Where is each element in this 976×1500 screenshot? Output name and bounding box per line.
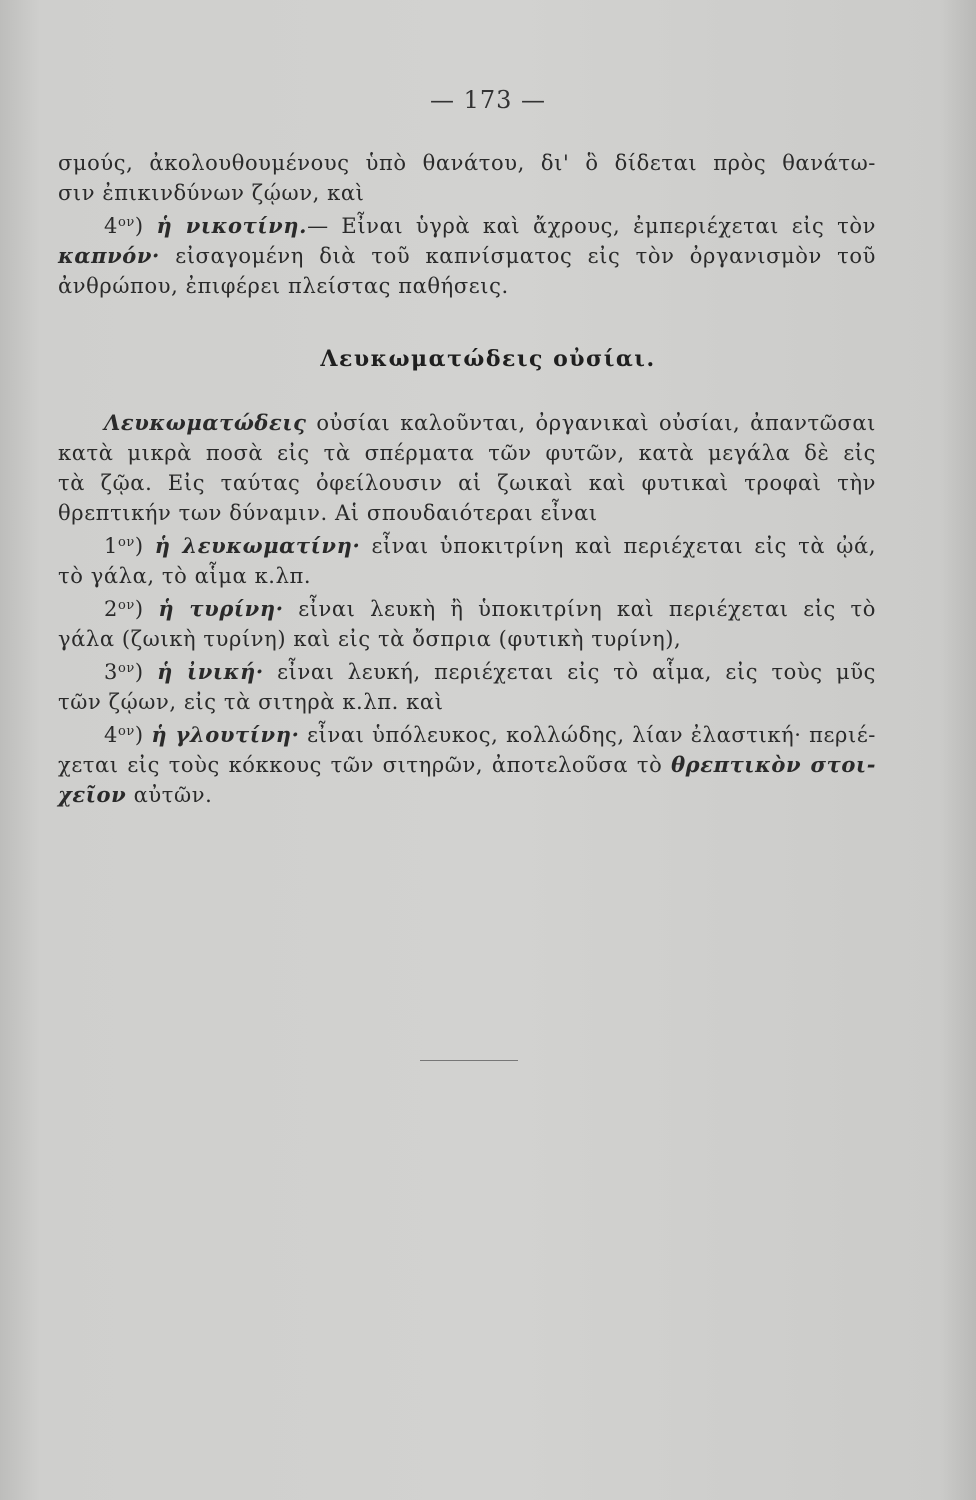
- text-line: χεται εἰς τοὺς κόκκους τῶν σιτηρῶν, ἀποτελοῦσα τὸ: [58, 753, 663, 777]
- item-ordinal: ον: [117, 661, 135, 676]
- text-line: τῶν ζῴων, εἰς τὰ σιτηρὰ κ.λπ. καὶ: [58, 690, 444, 714]
- text-line: εἶναι ὑπόλευκος, κολλώδης, λίαν ἐλαστική· περιέ-: [307, 723, 876, 747]
- item-casein: $2^{o\nu}$) ἡ τυρίνη· εἶναι λευκὴ ἢ ὑποκιτρίνη καὶ περιέχεται εἰς τὸ: [104, 596, 876, 621]
- item-number: 4: [104, 214, 118, 238]
- text-line: θρεπτικήν των δύναμιν. Αἱ σπουδαιότεραι εἶναι: [58, 501, 598, 525]
- text-line: — Εἶναι ὑγρὰ καὶ ἄχρους, ἐμπεριέχεται εἰς τὸν: [307, 214, 876, 238]
- term-tobacco: καπνόν·: [58, 243, 160, 268]
- term-element: χεῖον: [58, 782, 127, 807]
- text-line-gluten-end: [58, 780, 876, 810]
- item-number: 1: [104, 534, 118, 558]
- item-ordinal: ον: [117, 598, 135, 613]
- text-line: σιν ἐπικινδύνων ζῴων, καὶ: [58, 181, 365, 205]
- item-albumin: $1^{o\nu}$) ἡ λευκωματίνη· εἶναι ὑποκιτρίνη καὶ περιέχεται εἰς τὰ ᾠά,: [104, 533, 876, 558]
- term-albumin: ἡ λευκωματίνη·: [154, 533, 361, 558]
- item-number: 3: [104, 660, 118, 684]
- text-line: τὰ ζῷα. Εἰς ταύτας ὀφείλουσιν αἱ ζωικαὶ καὶ φυτικαὶ τροφαὶ τὴν: [58, 471, 876, 495]
- item-number: 2: [104, 597, 118, 621]
- item-ordinal: ον: [117, 535, 135, 550]
- item-fibrin: $3^{o\nu}$) ἡ ἰνική· εἶναι λευκή, περιέχεται εἰς τὸ αἷμα, εἰς τοὺς μῦς: [104, 659, 876, 684]
- divider-rule: [420, 1060, 518, 1061]
- term-fibrin: ἡ ἰνική·: [157, 659, 264, 684]
- text-line: γάλα (ζωικὴ τυρίνη) καὶ εἰς τὰ ὄσπρια (φυτικὴ τυρίνη),: [58, 627, 682, 651]
- term-gluten: ἡ γλουτίνη·: [151, 722, 300, 747]
- text-line-gluten-cont: [58, 750, 876, 780]
- paragraph-nicotine: [58, 148, 876, 301]
- item-ordinal: ον: [117, 724, 135, 739]
- text-line: εἶναι λευκή, περιέχεται εἰς τὸ αἷμα, εἰς τοὺς μῦς: [277, 660, 876, 684]
- text-line: ἀνθρώπου, ἐπιφέρει πλείστας παθήσεις.: [58, 274, 509, 298]
- text-line: οὐσίαι καλοῦνται, ὀργανικαὶ οὐσίαι, ἀπαντῶσαι: [316, 411, 876, 435]
- item-number: 4: [104, 723, 118, 747]
- section-heading: Λευκωματώδεις οὐσίαι.: [320, 346, 656, 372]
- text-line: εἶναι ὑποκιτρίνη καὶ περιέχεται εἰς τὰ ᾠά,: [371, 534, 876, 558]
- text-line-tobacco: [58, 241, 876, 271]
- text-line: εἰσαγομένη διὰ τοῦ καπνίσματος εἰς τὸν ὀργανισμὸν τοῦ: [175, 244, 876, 268]
- text-line-intro: [58, 408, 876, 438]
- page-number: — 173 —: [429, 86, 547, 114]
- text-line: εἶναι λευκὴ ἢ ὑποκιτρίνη καὶ περιέχεται εἰς τὸ: [298, 597, 876, 621]
- term-albuminous: Λευκωματώδεις: [104, 410, 307, 435]
- text-line: κατὰ μικρὰ ποσὰ εἰς τὰ σπέρματα τῶν φυτῶν, κατὰ μεγάλα δὲ εἰς: [58, 441, 876, 465]
- text-line: τὸ γάλα, τὸ αἷμα κ.λπ.: [58, 564, 312, 588]
- term-nutritive: θρεπτικὸν στοι-: [671, 752, 877, 777]
- text-line: σμούς, ἀκολουθουμένους ὑπὸ θανάτου, δι' ὃ δίδεται πρὸς θανάτω-: [58, 151, 876, 175]
- term-nicotine: ἡ νικοτίνη.: [156, 213, 308, 238]
- paragraph-albumins: [58, 408, 876, 810]
- item-ordinal: ον: [117, 215, 135, 230]
- item-gluten: $4^{o\nu}$) ἡ γλουτίνη· εἶναι ὑπόλευκος, κολλώδης, λίαν ἐλαστική· περιέ-: [104, 722, 876, 747]
- text-line: αὐτῶν.: [133, 783, 213, 807]
- term-casein: ἡ τυρίνη·: [158, 596, 284, 621]
- item-nicotine: $4^{o\nu}$) ἡ νικοτίνη.— Εἶναι ὑγρὰ καὶ ἄχρους, ἐμπεριέχεται εἰς τὸν: [104, 213, 876, 238]
